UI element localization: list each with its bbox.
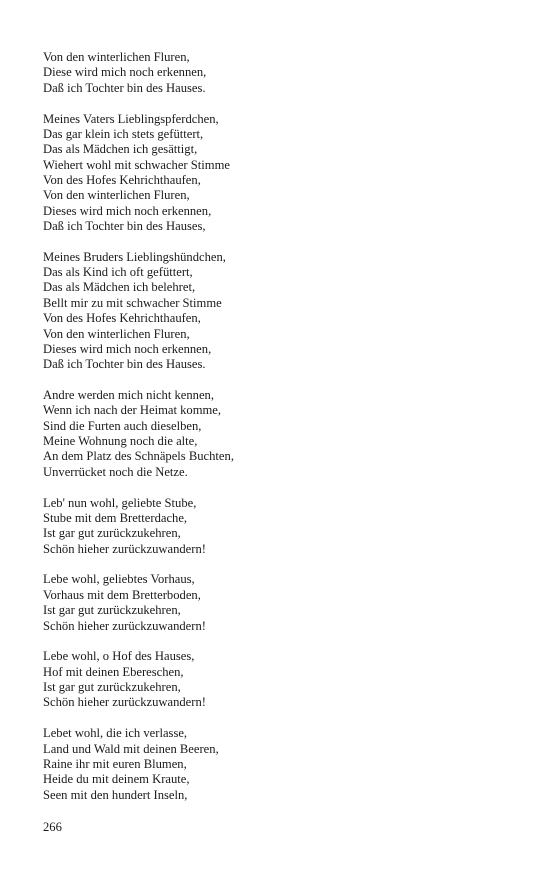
- stanza: [43, 112, 513, 235]
- verse-line: Schön hieher zurückzuwandern!: [43, 618, 206, 633]
- verse-line: Wiehert wohl mit schwacher Stimme: [43, 157, 230, 172]
- stanza: [43, 50, 513, 96]
- verse-line: Heide du mit deinem Kraute,: [43, 772, 190, 787]
- stanza: [43, 649, 513, 710]
- verse-line: Vorhaus mit dem Bretterboden,: [43, 587, 201, 602]
- verse-line: Daß ich Tochter bin des Hauses.: [43, 357, 206, 372]
- verse-line: Das als Mädchen ich belehret,: [43, 280, 196, 295]
- verse-line: Meines Bruders Lieblingshündchen,: [43, 249, 226, 264]
- verse-line: Stube mit dem Bretterdache,: [43, 510, 188, 525]
- verse-line: An dem Platz des Schnäpels Buchten,: [43, 449, 234, 464]
- stanza: [43, 388, 513, 480]
- stanza: [43, 496, 513, 557]
- verse-line: Ist gar gut zurückzukehren,: [43, 526, 181, 541]
- verse-line: Daß ich Tochter bin des Hauses,: [43, 218, 206, 233]
- verse-line: Schön hieher zurückzuwandern!: [43, 541, 206, 556]
- verse-line: Schön hieher zurückzuwandern!: [43, 695, 206, 710]
- verse-line: Ist gar gut zurückzukehren,: [43, 680, 181, 695]
- poem-text: [43, 50, 513, 818]
- verse-line: Meine Wohnung noch die alte,: [43, 434, 198, 449]
- verse-line: Das als Kind ich oft gefüttert,: [43, 265, 193, 280]
- verse-line: Lebe wohl, geliebtes Vorhaus,: [43, 572, 195, 587]
- verse-line: Das gar klein ich stets gefüttert,: [43, 126, 204, 141]
- verse-line: Bellt mir zu mit schwacher Stimme: [43, 295, 222, 310]
- verse-line: Land und Wald mit deinen Beeren,: [43, 741, 219, 756]
- verse-line: Unverrücket noch die Netze.: [43, 464, 188, 479]
- verse-line: Von des Hofes Kehrichthaufen,: [43, 172, 201, 187]
- verse-line: Von den winterlichen Fluren,: [43, 188, 190, 203]
- verse-line: Dieses wird mich noch erkennen,: [43, 203, 212, 218]
- verse-line: Diese wird mich noch erkennen,: [43, 65, 207, 80]
- verse-line: Von den winterlichen Fluren,: [43, 50, 190, 64]
- verse-line: Sind die Furten auch dieselben,: [43, 418, 202, 433]
- verse-line: Das als Mädchen ich gesättigt,: [43, 142, 198, 157]
- verse-line: Von des Hofes Kehrichthaufen,: [43, 311, 201, 326]
- verse-line: Lebet wohl, die ich verlasse,: [43, 726, 188, 741]
- verse-line: Dieses wird mich noch erkennen,: [43, 341, 212, 356]
- verse-line: Andre werden mich nicht kennen,: [43, 388, 215, 403]
- stanza: [43, 726, 513, 803]
- page-number: 266: [43, 820, 62, 834]
- verse-line: Seen mit den hundert Inseln,: [43, 787, 188, 802]
- verse-line: Leb' nun wohl, geliebte Stube,: [43, 495, 197, 510]
- verse-line: Ist gar gut zurückzukehren,: [43, 603, 181, 618]
- verse-line: Daß ich Tochter bin des Hauses.: [43, 80, 206, 95]
- stanza: [43, 572, 513, 633]
- verse-line: Meines Vaters Lieblingspferdchen,: [43, 111, 219, 126]
- verse-line: Wenn ich nach der Heimat komme,: [43, 403, 222, 418]
- verse-line: Lebe wohl, o Hof des Hauses,: [43, 649, 195, 664]
- stanza: [43, 250, 513, 373]
- verse-line: Raine ihr mit euren Blumen,: [43, 756, 187, 771]
- verse-line: Hof mit deinen Ebereschen,: [43, 664, 184, 679]
- verse-line: Von den winterlichen Fluren,: [43, 326, 190, 341]
